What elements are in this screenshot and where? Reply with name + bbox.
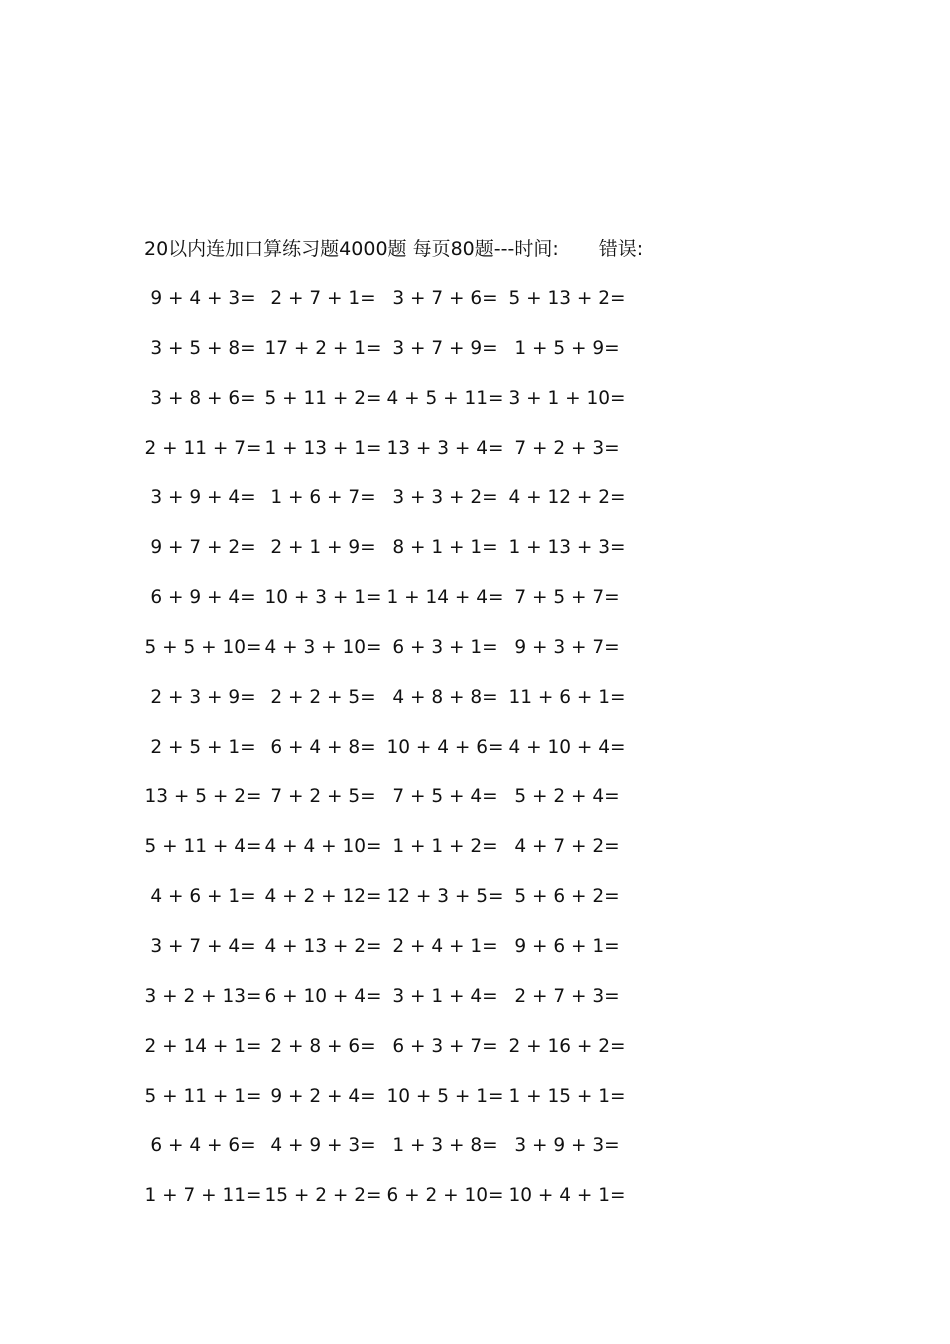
errors-label: 错误:: [598, 238, 644, 260]
addition-problem: 4 + 4 + 10=: [264, 836, 382, 858]
addition-problem: 3 + 9 + 4=: [150, 487, 256, 509]
problem-row: [144, 386, 664, 436]
addition-problem: 11 + 6 + 1=: [508, 686, 626, 708]
problem-row: [144, 1084, 664, 1134]
addition-problem: 6 + 10 + 4=: [264, 985, 382, 1007]
addition-problem: 2 + 1 + 9=: [270, 537, 376, 559]
addition-problem: 2 + 3 + 9=: [150, 686, 256, 708]
problem-row: [144, 635, 664, 685]
addition-problem: 2 + 5 + 1=: [150, 736, 256, 758]
addition-problem: 2 + 7 + 3=: [514, 985, 620, 1007]
problem-row: [144, 834, 664, 884]
addition-problem: 5 + 2 + 4=: [514, 786, 620, 808]
addition-problem: 1 + 5 + 9=: [514, 337, 620, 359]
problem-row: [144, 735, 664, 785]
addition-problem: 3 + 8 + 6=: [150, 387, 256, 409]
addition-problem: 6 + 3 + 7=: [392, 1035, 498, 1057]
addition-problem: 2 + 4 + 1=: [392, 935, 498, 957]
addition-problem: 5 + 6 + 2=: [514, 886, 620, 908]
addition-problem: 4 + 13 + 2=: [264, 935, 382, 957]
addition-problem: 2 + 14 + 1=: [144, 1035, 262, 1057]
addition-problem: 2 + 16 + 2=: [508, 1035, 626, 1057]
addition-problem: 1 + 6 + 7=: [270, 487, 376, 509]
addition-problem: 8 + 1 + 1=: [392, 537, 498, 559]
addition-problem: 2 + 8 + 6=: [270, 1035, 376, 1057]
addition-problem: 6 + 2 + 10=: [386, 1185, 504, 1207]
problem-row: [144, 585, 664, 635]
addition-problem: 7 + 5 + 4=: [392, 786, 498, 808]
addition-problem: 6 + 4 + 6=: [150, 1135, 256, 1157]
addition-problem: 9 + 3 + 7=: [514, 636, 620, 658]
addition-problem: 3 + 7 + 6=: [392, 288, 498, 309]
addition-problem: 10 + 4 + 1=: [508, 1185, 626, 1207]
addition-problem: 13 + 5 + 2=: [144, 786, 262, 808]
problem-row: [144, 535, 664, 585]
addition-problem: 4 + 8 + 8=: [392, 686, 498, 708]
problem-row: [144, 286, 664, 336]
problem-row: [144, 485, 664, 535]
addition-problem: 4 + 3 + 10=: [264, 636, 382, 658]
addition-problem: 5 + 13 + 2=: [508, 288, 626, 309]
addition-problem: 4 + 2 + 12=: [264, 886, 382, 908]
problem-row: [144, 784, 664, 834]
addition-problem: 1 + 15 + 1=: [508, 1085, 626, 1107]
addition-problem: 3 + 1 + 10=: [508, 387, 626, 409]
addition-problem: 5 + 11 + 1=: [144, 1085, 262, 1107]
addition-problem: 4 + 12 + 2=: [508, 487, 626, 509]
addition-problem: 1 + 13 + 1=: [264, 437, 382, 459]
problem-row: [144, 336, 664, 386]
addition-problem: 9 + 7 + 2=: [150, 537, 256, 559]
problem-row: [144, 436, 664, 486]
addition-problem: 17 + 2 + 1=: [264, 337, 382, 359]
addition-problem: 2 + 11 + 7=: [144, 437, 262, 459]
addition-problem: 4 + 10 + 4=: [508, 736, 626, 758]
worksheet-header: [144, 236, 643, 262]
problem-row: [144, 934, 664, 984]
addition-problem: 1 + 3 + 8=: [392, 1135, 498, 1157]
addition-problem: 3 + 2 + 13=: [144, 985, 262, 1007]
addition-problem: 3 + 1 + 4=: [392, 985, 498, 1007]
addition-problem: 6 + 4 + 8=: [270, 736, 376, 758]
addition-problem: 3 + 3 + 2=: [392, 487, 498, 509]
addition-problem: 4 + 7 + 2=: [514, 836, 620, 858]
addition-problem: 4 + 6 + 1=: [150, 886, 256, 908]
addition-problem: 6 + 3 + 1=: [392, 636, 498, 658]
addition-problem: 10 + 3 + 1=: [264, 587, 382, 609]
addition-problem: 5 + 5 + 10=: [144, 636, 262, 658]
addition-problem: 1 + 7 + 11=: [144, 1185, 262, 1207]
addition-problem: 1 + 13 + 3=: [508, 537, 626, 559]
addition-problem: 3 + 9 + 3=: [514, 1135, 620, 1157]
addition-problem: 3 + 7 + 9=: [392, 337, 498, 359]
problem-row: [144, 1133, 664, 1183]
problem-row: [144, 1183, 664, 1233]
problem-row: [144, 884, 664, 934]
addition-problem: 4 + 9 + 3=: [270, 1135, 376, 1157]
addition-problem: 9 + 4 + 3=: [150, 288, 256, 309]
addition-problem: 2 + 2 + 5=: [270, 686, 376, 708]
addition-problem: 1 + 1 + 2=: [392, 836, 498, 858]
problem-row: [144, 1034, 664, 1084]
addition-problem: 7 + 2 + 5=: [270, 786, 376, 808]
problem-row: [144, 685, 664, 735]
addition-problem: 3 + 5 + 8=: [150, 337, 256, 359]
addition-problem: 15 + 2 + 2=: [264, 1185, 382, 1207]
addition-problem: 6 + 9 + 4=: [150, 587, 256, 609]
addition-problem: 4 + 5 + 11=: [386, 387, 504, 409]
addition-problem: 9 + 2 + 4=: [270, 1085, 376, 1107]
addition-problem: 5 + 11 + 4=: [144, 836, 262, 858]
problem-grid: [144, 286, 664, 1233]
addition-problem: 10 + 4 + 6=: [386, 736, 504, 758]
addition-problem: 7 + 2 + 3=: [514, 437, 620, 459]
addition-problem: 3 + 7 + 4=: [150, 935, 256, 957]
addition-problem: 9 + 6 + 1=: [514, 935, 620, 957]
problem-row: [144, 984, 664, 1034]
addition-problem: 12 + 3 + 5=: [386, 886, 504, 908]
addition-problem: 7 + 5 + 7=: [514, 587, 620, 609]
addition-problem: 13 + 3 + 4=: [386, 437, 504, 459]
addition-problem: 2 + 7 + 1=: [270, 288, 376, 309]
addition-problem: 1 + 14 + 4=: [386, 587, 504, 609]
worksheet-title: 20以内连加口算练习题4000题 每页80题---时间:: [144, 238, 559, 260]
addition-problem: 10 + 5 + 1=: [386, 1085, 504, 1107]
addition-problem: 5 + 11 + 2=: [264, 387, 382, 409]
